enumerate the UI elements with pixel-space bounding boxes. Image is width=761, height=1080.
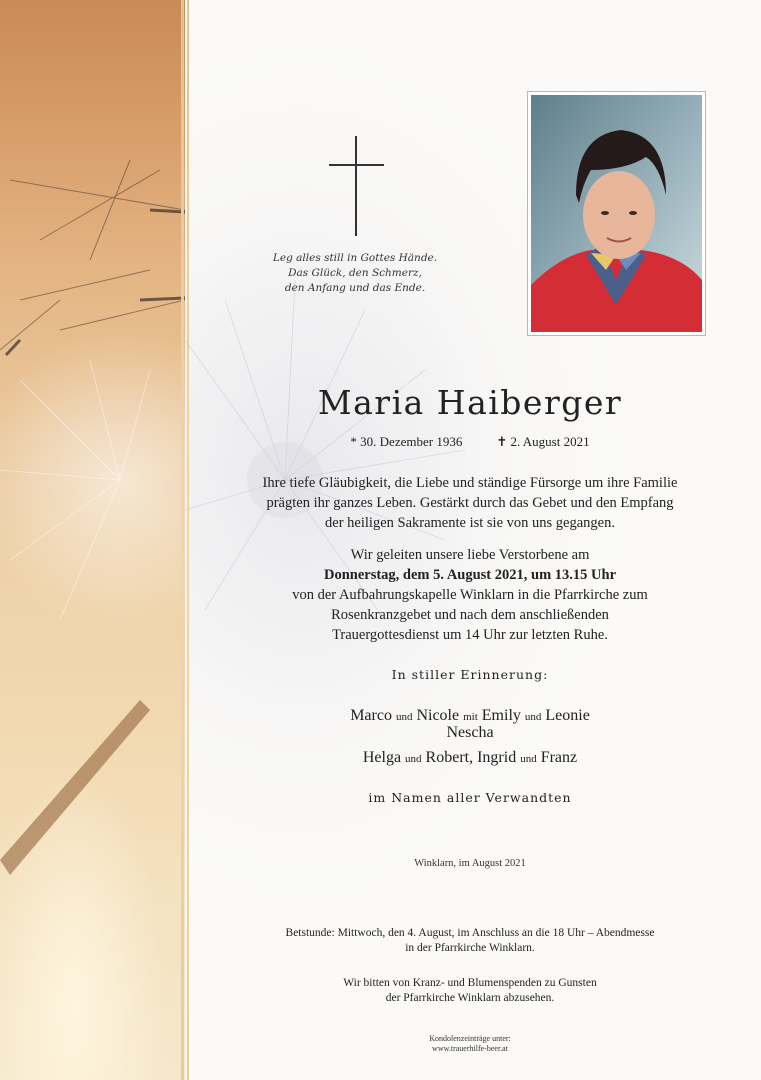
dandelion-photo-band — [0, 0, 185, 1080]
condolence-info — [240, 1034, 700, 1054]
portrait-frame — [527, 91, 706, 336]
place-date: Winklarn, im August 2021 — [414, 858, 526, 869]
gold-divider-line — [181, 0, 184, 1080]
death-date: ✝ 2. August 2021 — [496, 434, 590, 449]
family-conjunction: mit — [463, 711, 478, 723]
donation-note — [220, 976, 720, 1006]
verse-line: den Anfang und das Ende. — [284, 282, 426, 294]
verse-line: Leg alles still in Gottes Hände. — [272, 252, 438, 264]
verse-line: Das Glück, den Schmerz, — [288, 267, 422, 279]
condolence-label: Kondolenzeinträge unter: — [429, 1034, 511, 1043]
note-line: Wir bitten von Kranz- und Blumenspenden zu Gunsten — [343, 977, 597, 989]
family-line: Nescha — [446, 724, 494, 741]
dandelion-seeds-image — [0, 0, 185, 1080]
funeral-paragraph — [220, 545, 720, 645]
prayer-hour-note — [220, 926, 720, 956]
family-conjunction: und — [520, 753, 537, 765]
condolence-url[interactable]: www.trauerhilfe-beer.at — [432, 1044, 508, 1053]
memorial-verse — [240, 251, 470, 296]
tribute-line: der heiligen Sakramente ist sie von uns gegangen. — [325, 515, 615, 531]
family-name: Franz — [540, 749, 578, 766]
family-conjunction: und — [524, 711, 542, 723]
family-conjunction: und — [395, 711, 413, 723]
birth-date: * 30. Dezember 1936 — [350, 434, 463, 449]
remembrance-heading: In stiller Erinnerung: — [391, 667, 549, 682]
family-line — [240, 749, 700, 767]
tribute-paragraph — [220, 473, 720, 533]
relatives-line: im Namen aller Verwandten — [368, 790, 572, 805]
tribute-line: prägten ihr ganzes Leben. Gestärkt durch das Gebet und den Empfang — [266, 495, 674, 511]
note-line: der Pfarrkirche Winklarn abzusehen. — [385, 992, 555, 1004]
funeral-line: Trauergottesdienst um 14 Uhr zur letzten Ruhe. — [332, 627, 608, 643]
funeral-line: von der Aufbahrungskapelle Winklarn in die Pfarrkirche zum — [292, 587, 648, 603]
family-name: Leonie — [545, 707, 590, 724]
tribute-line: Ihre tiefe Gläubigkeit, die Liebe und ständige Fürsorge um ihre Familie — [262, 475, 678, 491]
family-name: Emily — [481, 707, 521, 724]
note-line: Betstunde: Mittwoch, den 4. August, im Anschluss an die 18 Uhr – Abendmesse — [285, 927, 655, 939]
note-line: in der Pfarrkirche Winklarn. — [405, 942, 535, 954]
family-name: Helga — [362, 749, 402, 766]
cross-icon — [329, 136, 384, 236]
funeral-line: Rosenkranzgebet und nach dem anschließenden — [331, 607, 609, 623]
funeral-intro: Wir geleiten unsere liebe Verstorbene am — [350, 547, 590, 563]
deceased-name: Maria Haiberger — [317, 383, 623, 422]
family-name: Marco — [350, 707, 392, 724]
family-conjunction: und — [405, 753, 422, 765]
life-dates — [240, 434, 700, 450]
family-line — [240, 707, 700, 725]
family-name: Nicole — [416, 707, 460, 724]
funeral-date: Donnerstag, dem 5. August 2021, um 13.15 Uhr — [323, 567, 617, 583]
portrait-photo — [531, 95, 702, 332]
family-name: Robert, Ingrid — [425, 749, 517, 766]
